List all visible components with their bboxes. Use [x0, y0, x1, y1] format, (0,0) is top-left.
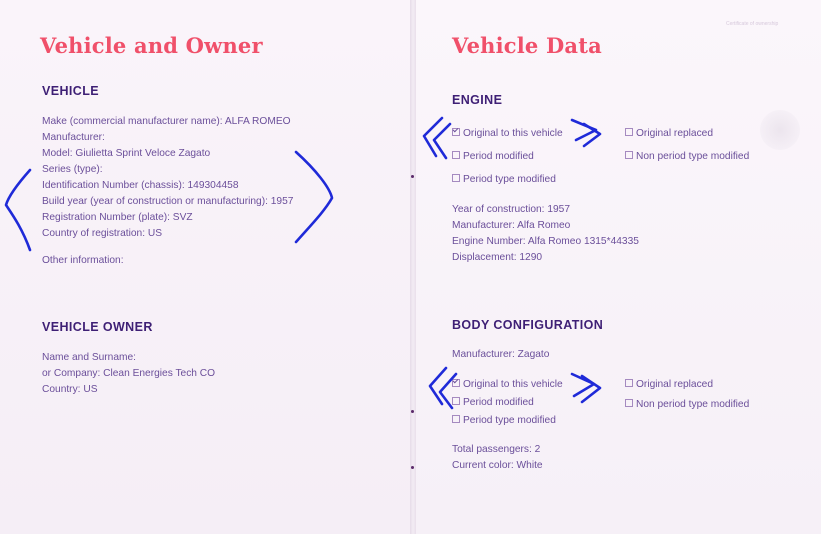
- checkbox-checked-icon: [452, 379, 460, 387]
- body-option-period-modified: Period modified: [452, 396, 534, 410]
- vehicle-registration-number: Registration Number (plate): SVZ: [42, 212, 193, 223]
- vehicle-model: Model: Giulietta Sprint Veloce Zagato: [42, 148, 211, 159]
- checkbox-icon: [625, 151, 633, 159]
- gutter-mark: [411, 410, 414, 413]
- owner-company: or Company: Clean Energies Tech CO: [42, 368, 216, 379]
- vehicle-identification-number: Identification Number (chassis): 149304458: [42, 180, 239, 191]
- engine-option-period-modified: Period modified: [452, 150, 534, 164]
- owner-name: Name and Surname:: [42, 352, 137, 363]
- page-gutter: [410, 0, 416, 534]
- body-option-period-type: Period type modified: [452, 414, 556, 428]
- engine-option-non-period: Non period type modified: [625, 150, 749, 164]
- checkbox-icon: [452, 415, 460, 423]
- owner-heading: VEHICLE OWNER: [42, 320, 153, 334]
- engine-displacement: Displacement: 1290: [452, 252, 543, 263]
- gutter-mark: [411, 175, 414, 178]
- gutter-mark: [411, 466, 414, 469]
- engine-option-original-replaced: Original replaced: [625, 127, 713, 141]
- engine-number: Engine Number: Alfa Romeo 1315*44335: [452, 236, 639, 247]
- page-header-small: Certificate of ownership: [726, 21, 779, 27]
- engine-option-period-type: Period type modified: [452, 173, 556, 187]
- body-option-original: Original to this vehicle: [452, 378, 563, 392]
- checkbox-icon: [625, 128, 633, 136]
- vehicle-make: Make (commercial manufacturer name): ALFA ROMEO: [42, 116, 291, 127]
- vehicle-other-information: Other information:: [42, 255, 124, 266]
- body-option-original-replaced: Original replaced: [625, 378, 713, 392]
- checkbox-icon: [625, 379, 633, 387]
- paper-stain: [760, 110, 800, 150]
- owner-country: Country: US: [42, 384, 98, 395]
- vehicle-heading: VEHICLE: [42, 84, 99, 98]
- body-heading: BODY CONFIGURATION: [452, 318, 604, 332]
- vehicle-series: Series (type):: [42, 164, 103, 175]
- checkbox-icon: [452, 151, 460, 159]
- body-current-color: Current color: White: [452, 460, 543, 471]
- checkbox-checked-icon: [452, 128, 460, 136]
- engine-heading: ENGINE: [452, 93, 503, 107]
- vehicle-build-year: Build year (year of construction or manufacturing): 1957: [42, 196, 294, 207]
- right-page-title: Vehicle Data: [452, 33, 602, 58]
- checkbox-icon: [452, 174, 460, 182]
- engine-option-original: Original to this vehicle: [452, 127, 563, 141]
- vehicle-manufacturer: Manufacturer:: [42, 132, 105, 143]
- vehicle-country: Country of registration: US: [42, 228, 163, 239]
- left-page-title: Vehicle and Owner: [40, 33, 263, 58]
- engine-manufacturer: Manufacturer: Alfa Romeo: [452, 220, 571, 231]
- body-option-non-period: Non period type modified: [625, 398, 749, 412]
- body-manufacturer: Manufacturer: Zagato: [452, 349, 550, 360]
- engine-year: Year of construction: 1957: [452, 204, 570, 215]
- checkbox-icon: [452, 397, 460, 405]
- checkbox-icon: [625, 399, 633, 407]
- body-total-passengers: Total passengers: 2: [452, 444, 541, 455]
